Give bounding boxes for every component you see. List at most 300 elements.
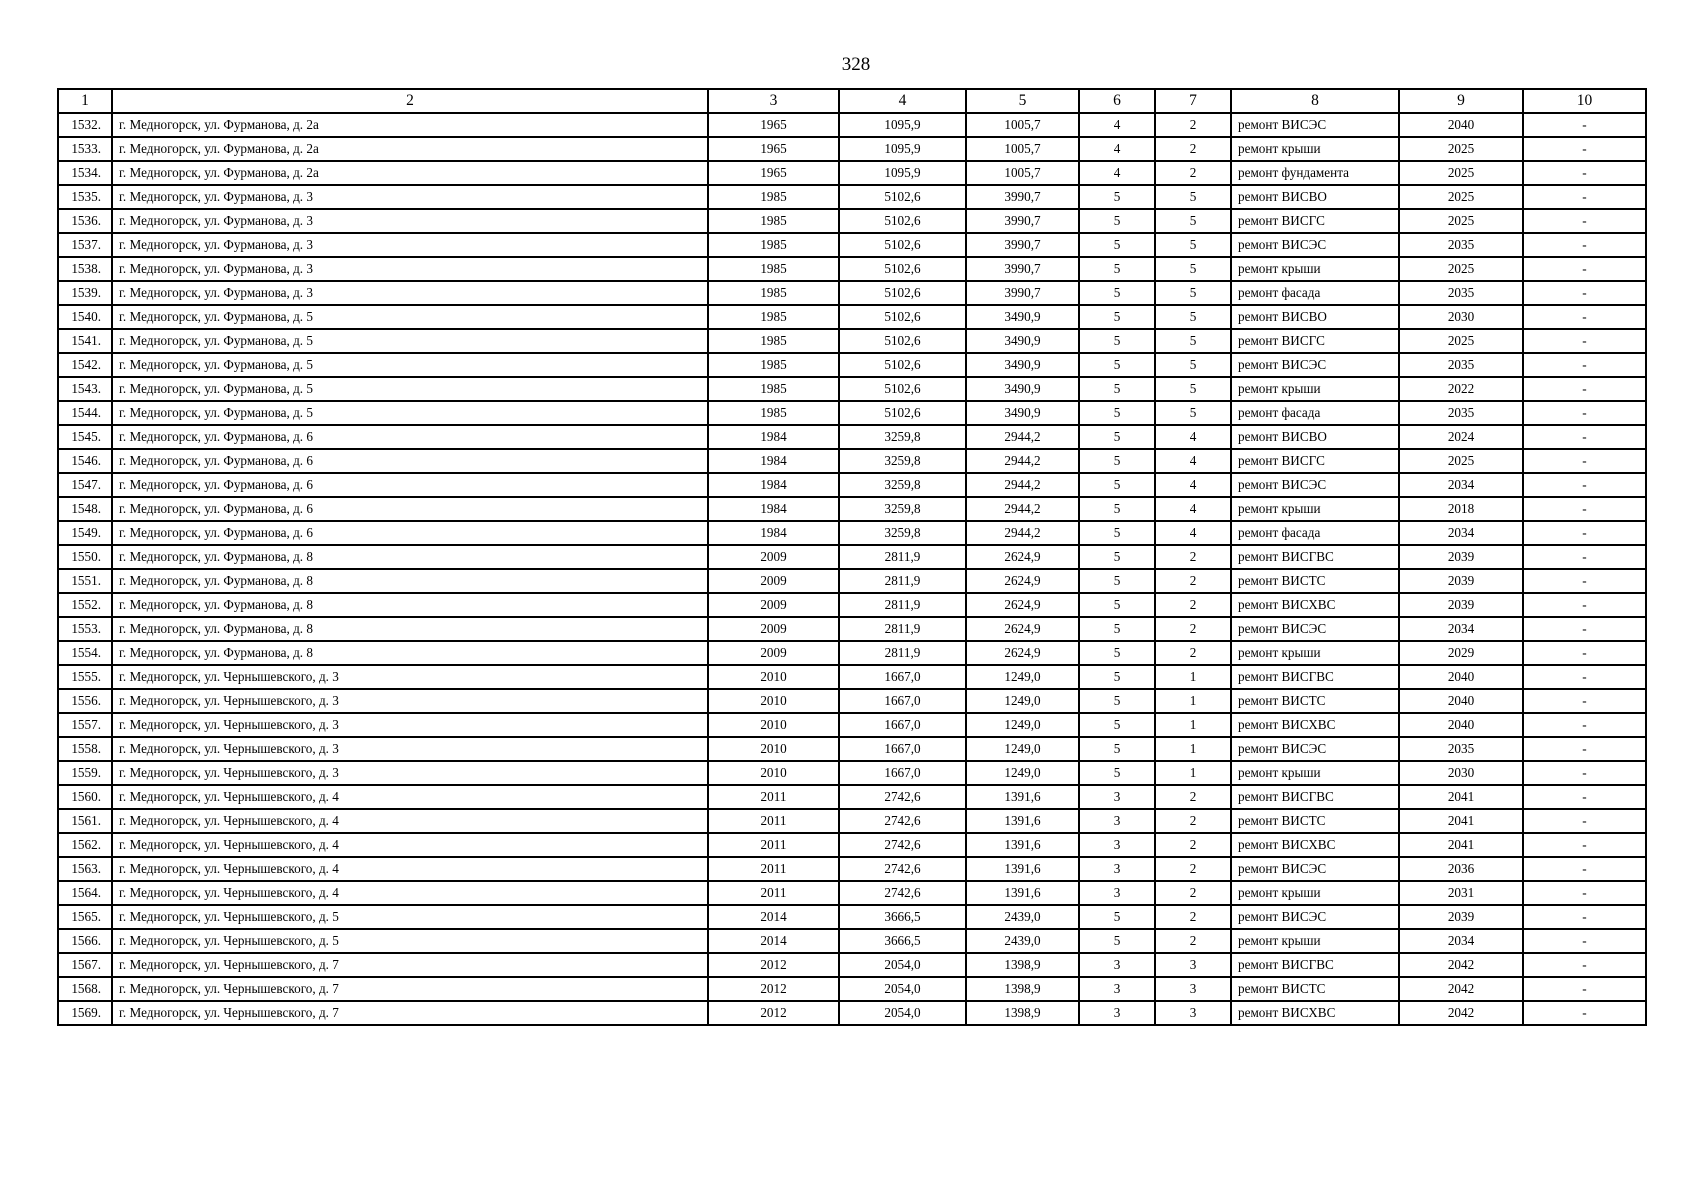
address-cell: г. Медногорск, ул. Чернышевского, д. 3 xyxy=(112,737,708,761)
work-year-cell: 2034 xyxy=(1399,473,1523,497)
total-area-cell: 2054,0 xyxy=(839,953,966,977)
year-cell: 1985 xyxy=(708,305,839,329)
work-year-cell: 2035 xyxy=(1399,353,1523,377)
total-area-cell: 1667,0 xyxy=(839,761,966,785)
work-type-cell: ремонт крыши xyxy=(1231,929,1399,953)
floors-cell: 5 xyxy=(1079,449,1155,473)
total-area-cell: 5102,6 xyxy=(839,281,966,305)
note-cell: - xyxy=(1523,281,1646,305)
table-row xyxy=(58,113,1646,137)
row-number-cell: 1546. xyxy=(58,449,112,473)
work-year-cell: 2025 xyxy=(1399,137,1523,161)
row-number-cell: 1560. xyxy=(58,785,112,809)
entrances-cell: 2 xyxy=(1155,905,1231,929)
floors-cell: 3 xyxy=(1079,785,1155,809)
work-year-cell: 2036 xyxy=(1399,857,1523,881)
total-area-cell: 1095,9 xyxy=(839,161,966,185)
work-type-cell: ремонт ВИСХВС xyxy=(1231,833,1399,857)
year-cell: 1984 xyxy=(708,497,839,521)
living-area-cell: 1005,7 xyxy=(966,161,1079,185)
entrances-cell: 2 xyxy=(1155,641,1231,665)
work-type-cell: ремонт ВИСГВС xyxy=(1231,953,1399,977)
work-year-cell: 2041 xyxy=(1399,785,1523,809)
entrances-cell: 2 xyxy=(1155,929,1231,953)
work-type-cell: ремонт ВИСГС xyxy=(1231,449,1399,473)
page-number: 328 xyxy=(841,54,871,75)
row-number-cell: 1536. xyxy=(58,209,112,233)
note-cell: - xyxy=(1523,977,1646,1001)
work-year-cell: 2025 xyxy=(1399,185,1523,209)
total-area-cell: 3259,8 xyxy=(839,473,966,497)
column-header-6: 6 xyxy=(1079,89,1155,113)
year-cell: 1985 xyxy=(708,257,839,281)
floors-cell: 3 xyxy=(1079,881,1155,905)
address-cell: г. Медногорск, ул. Фурманова, д. 8 xyxy=(112,545,708,569)
year-cell: 1965 xyxy=(708,161,839,185)
row-number-cell: 1562. xyxy=(58,833,112,857)
work-year-cell: 2025 xyxy=(1399,161,1523,185)
entrances-cell: 2 xyxy=(1155,569,1231,593)
column-header-3: 3 xyxy=(708,89,839,113)
living-area-cell: 1249,0 xyxy=(966,689,1079,713)
entrances-cell: 2 xyxy=(1155,545,1231,569)
total-area-cell: 5102,6 xyxy=(839,401,966,425)
work-type-cell: ремонт ВИСТС xyxy=(1231,977,1399,1001)
table-row xyxy=(58,905,1646,929)
floors-cell: 5 xyxy=(1079,377,1155,401)
row-number-cell: 1533. xyxy=(58,137,112,161)
table-row xyxy=(58,233,1646,257)
entrances-cell: 2 xyxy=(1155,785,1231,809)
living-area-cell: 2439,0 xyxy=(966,905,1079,929)
note-cell: - xyxy=(1523,401,1646,425)
address-cell: г. Медногорск, ул. Фурманова, д. 5 xyxy=(112,377,708,401)
living-area-cell: 2944,2 xyxy=(966,497,1079,521)
work-type-cell: ремонт ВИСВО xyxy=(1231,305,1399,329)
table-row xyxy=(58,809,1646,833)
year-cell: 1985 xyxy=(708,401,839,425)
floors-cell: 3 xyxy=(1079,857,1155,881)
work-type-cell: ремонт крыши xyxy=(1231,377,1399,401)
address-cell: г. Медногорск, ул. Чернышевского, д. 4 xyxy=(112,809,708,833)
note-cell: - xyxy=(1523,113,1646,137)
year-cell: 2012 xyxy=(708,1001,839,1025)
work-year-cell: 2042 xyxy=(1399,977,1523,1001)
entrances-cell: 5 xyxy=(1155,233,1231,257)
address-cell: г. Медногорск, ул. Фурманова, д. 5 xyxy=(112,305,708,329)
table-row xyxy=(58,665,1646,689)
entrances-cell: 1 xyxy=(1155,713,1231,737)
work-year-cell: 2034 xyxy=(1399,617,1523,641)
row-number-cell: 1535. xyxy=(58,185,112,209)
note-cell: - xyxy=(1523,953,1646,977)
total-area-cell: 5102,6 xyxy=(839,209,966,233)
table-row xyxy=(58,593,1646,617)
note-cell: - xyxy=(1523,809,1646,833)
floors-cell: 5 xyxy=(1079,353,1155,377)
entrances-cell: 2 xyxy=(1155,137,1231,161)
floors-cell: 5 xyxy=(1079,545,1155,569)
work-year-cell: 2018 xyxy=(1399,497,1523,521)
address-cell: г. Медногорск, ул. Фурманова, д. 2а xyxy=(112,113,708,137)
entrances-cell: 5 xyxy=(1155,185,1231,209)
floors-cell: 5 xyxy=(1079,569,1155,593)
row-number-cell: 1565. xyxy=(58,905,112,929)
entrances-cell: 3 xyxy=(1155,977,1231,1001)
year-cell: 1985 xyxy=(708,329,839,353)
note-cell: - xyxy=(1523,161,1646,185)
work-type-cell: ремонт ВИСЭС xyxy=(1231,113,1399,137)
note-cell: - xyxy=(1523,233,1646,257)
work-type-cell: ремонт ВИСЭС xyxy=(1231,617,1399,641)
living-area-cell: 3490,9 xyxy=(966,305,1079,329)
living-area-cell: 3490,9 xyxy=(966,329,1079,353)
note-cell: - xyxy=(1523,1001,1646,1025)
entrances-cell: 2 xyxy=(1155,809,1231,833)
table-row xyxy=(58,833,1646,857)
floors-cell: 3 xyxy=(1079,953,1155,977)
table-row xyxy=(58,953,1646,977)
header-row xyxy=(58,89,1646,113)
note-cell: - xyxy=(1523,713,1646,737)
work-type-cell: ремонт ВИСГВС xyxy=(1231,665,1399,689)
row-number-cell: 1544. xyxy=(58,401,112,425)
year-cell: 1985 xyxy=(708,233,839,257)
year-cell: 2010 xyxy=(708,737,839,761)
living-area-cell: 3490,9 xyxy=(966,353,1079,377)
row-number-cell: 1534. xyxy=(58,161,112,185)
work-year-cell: 2031 xyxy=(1399,881,1523,905)
work-type-cell: ремонт ВИСГС xyxy=(1231,329,1399,353)
entrances-cell: 4 xyxy=(1155,521,1231,545)
work-type-cell: ремонт фасада xyxy=(1231,521,1399,545)
row-number-cell: 1561. xyxy=(58,809,112,833)
living-area-cell: 1249,0 xyxy=(966,761,1079,785)
total-area-cell: 3666,5 xyxy=(839,905,966,929)
living-area-cell: 1391,6 xyxy=(966,809,1079,833)
work-year-cell: 2039 xyxy=(1399,905,1523,929)
table-row xyxy=(58,761,1646,785)
floors-cell: 5 xyxy=(1079,305,1155,329)
floors-cell: 5 xyxy=(1079,929,1155,953)
floors-cell: 5 xyxy=(1079,737,1155,761)
address-cell: г. Медногорск, ул. Чернышевского, д. 7 xyxy=(112,1001,708,1025)
address-cell: г. Медногорск, ул. Фурманова, д. 2а xyxy=(112,161,708,185)
column-header-2: 2 xyxy=(112,89,708,113)
note-cell: - xyxy=(1523,521,1646,545)
living-area-cell: 1391,6 xyxy=(966,881,1079,905)
floors-cell: 5 xyxy=(1079,329,1155,353)
table-row xyxy=(58,689,1646,713)
total-area-cell: 2054,0 xyxy=(839,1001,966,1025)
living-area-cell: 2624,9 xyxy=(966,593,1079,617)
column-header-8: 8 xyxy=(1231,89,1399,113)
row-number-cell: 1552. xyxy=(58,593,112,617)
address-cell: г. Медногорск, ул. Чернышевского, д. 3 xyxy=(112,689,708,713)
address-cell: г. Медногорск, ул. Фурманова, д. 8 xyxy=(112,593,708,617)
address-cell: г. Медногорск, ул. Чернышевского, д. 3 xyxy=(112,761,708,785)
floors-cell: 5 xyxy=(1079,905,1155,929)
table-body xyxy=(58,113,1646,1025)
floors-cell: 5 xyxy=(1079,185,1155,209)
total-area-cell: 3666,5 xyxy=(839,929,966,953)
note-cell: - xyxy=(1523,305,1646,329)
year-cell: 2010 xyxy=(708,689,839,713)
floors-cell: 5 xyxy=(1079,521,1155,545)
total-area-cell: 5102,6 xyxy=(839,185,966,209)
work-type-cell: ремонт ВИСТС xyxy=(1231,809,1399,833)
floors-cell: 3 xyxy=(1079,1001,1155,1025)
entrances-cell: 2 xyxy=(1155,617,1231,641)
work-type-cell: ремонт крыши xyxy=(1231,497,1399,521)
row-number-cell: 1569. xyxy=(58,1001,112,1025)
table-row xyxy=(58,305,1646,329)
address-cell: г. Медногорск, ул. Фурманова, д. 6 xyxy=(112,425,708,449)
floors-cell: 5 xyxy=(1079,281,1155,305)
work-year-cell: 2040 xyxy=(1399,665,1523,689)
living-area-cell: 3490,9 xyxy=(966,377,1079,401)
note-cell: - xyxy=(1523,449,1646,473)
work-year-cell: 2039 xyxy=(1399,593,1523,617)
total-area-cell: 5102,6 xyxy=(839,305,966,329)
floors-cell: 5 xyxy=(1079,761,1155,785)
column-header-1: 1 xyxy=(58,89,112,113)
entrances-cell: 4 xyxy=(1155,449,1231,473)
total-area-cell: 5102,6 xyxy=(839,377,966,401)
work-year-cell: 2040 xyxy=(1399,713,1523,737)
column-header-9: 9 xyxy=(1399,89,1523,113)
note-cell: - xyxy=(1523,377,1646,401)
floors-cell: 5 xyxy=(1079,641,1155,665)
year-cell: 2009 xyxy=(708,641,839,665)
address-cell: г. Медногорск, ул. Чернышевского, д. 7 xyxy=(112,977,708,1001)
entrances-cell: 5 xyxy=(1155,257,1231,281)
table-row xyxy=(58,521,1646,545)
work-type-cell: ремонт ВИСТС xyxy=(1231,569,1399,593)
entrances-cell: 4 xyxy=(1155,473,1231,497)
year-cell: 1984 xyxy=(708,521,839,545)
year-cell: 1984 xyxy=(708,473,839,497)
table-row xyxy=(58,569,1646,593)
address-cell: г. Медногорск, ул. Фурманова, д. 6 xyxy=(112,449,708,473)
work-year-cell: 2030 xyxy=(1399,761,1523,785)
note-cell: - xyxy=(1523,761,1646,785)
work-type-cell: ремонт ВИСГВС xyxy=(1231,545,1399,569)
table-row xyxy=(58,353,1646,377)
entrances-cell: 1 xyxy=(1155,689,1231,713)
work-year-cell: 2040 xyxy=(1399,689,1523,713)
note-cell: - xyxy=(1523,785,1646,809)
total-area-cell: 2811,9 xyxy=(839,545,966,569)
floors-cell: 5 xyxy=(1079,593,1155,617)
address-cell: г. Медногорск, ул. Фурманова, д. 5 xyxy=(112,329,708,353)
row-number-cell: 1550. xyxy=(58,545,112,569)
entrances-cell: 5 xyxy=(1155,281,1231,305)
work-year-cell: 2039 xyxy=(1399,545,1523,569)
work-type-cell: ремонт ВИСЭС xyxy=(1231,473,1399,497)
floors-cell: 5 xyxy=(1079,689,1155,713)
row-number-cell: 1555. xyxy=(58,665,112,689)
work-type-cell: ремонт крыши xyxy=(1231,761,1399,785)
row-number-cell: 1563. xyxy=(58,857,112,881)
floors-cell: 5 xyxy=(1079,425,1155,449)
entrances-cell: 1 xyxy=(1155,665,1231,689)
note-cell: - xyxy=(1523,617,1646,641)
address-cell: г. Медногорск, ул. Фурманова, д. 2а xyxy=(112,137,708,161)
row-number-cell: 1548. xyxy=(58,497,112,521)
address-cell: г. Медногорск, ул. Фурманова, д. 6 xyxy=(112,521,708,545)
entrances-cell: 3 xyxy=(1155,953,1231,977)
address-cell: г. Медногорск, ул. Чернышевского, д. 3 xyxy=(112,713,708,737)
table-row xyxy=(58,377,1646,401)
living-area-cell: 1005,7 xyxy=(966,137,1079,161)
address-cell: г. Медногорск, ул. Чернышевского, д. 3 xyxy=(112,665,708,689)
floors-cell: 5 xyxy=(1079,497,1155,521)
note-cell: - xyxy=(1523,929,1646,953)
row-number-cell: 1542. xyxy=(58,353,112,377)
row-number-cell: 1559. xyxy=(58,761,112,785)
work-type-cell: ремонт крыши xyxy=(1231,137,1399,161)
year-cell: 1984 xyxy=(708,425,839,449)
total-area-cell: 1095,9 xyxy=(839,113,966,137)
year-cell: 2010 xyxy=(708,665,839,689)
note-cell: - xyxy=(1523,545,1646,569)
total-area-cell: 5102,6 xyxy=(839,233,966,257)
note-cell: - xyxy=(1523,665,1646,689)
row-number-cell: 1564. xyxy=(58,881,112,905)
address-cell: г. Медногорск, ул. Фурманова, д. 8 xyxy=(112,569,708,593)
table-row xyxy=(58,257,1646,281)
work-type-cell: ремонт ВИСГВС xyxy=(1231,785,1399,809)
table-row xyxy=(58,209,1646,233)
row-number-cell: 1541. xyxy=(58,329,112,353)
note-cell: - xyxy=(1523,185,1646,209)
row-number-cell: 1549. xyxy=(58,521,112,545)
address-cell: г. Медногорск, ул. Фурманова, д. 8 xyxy=(112,641,708,665)
living-area-cell: 2624,9 xyxy=(966,545,1079,569)
year-cell: 1984 xyxy=(708,449,839,473)
table-row xyxy=(58,161,1646,185)
address-cell: г. Медногорск, ул. Фурманова, д. 3 xyxy=(112,185,708,209)
work-type-cell: ремонт ВИСХВС xyxy=(1231,593,1399,617)
note-cell: - xyxy=(1523,209,1646,233)
year-cell: 1985 xyxy=(708,281,839,305)
entrances-cell: 3 xyxy=(1155,1001,1231,1025)
living-area-cell: 1398,9 xyxy=(966,1001,1079,1025)
year-cell: 1985 xyxy=(708,353,839,377)
work-type-cell: ремонт ВИСВО xyxy=(1231,425,1399,449)
column-header-5: 5 xyxy=(966,89,1079,113)
table-row xyxy=(58,281,1646,305)
table-row xyxy=(58,977,1646,1001)
work-year-cell: 2030 xyxy=(1399,305,1523,329)
entrances-cell: 5 xyxy=(1155,377,1231,401)
note-cell: - xyxy=(1523,689,1646,713)
data-table xyxy=(57,88,1647,1026)
total-area-cell: 1667,0 xyxy=(839,713,966,737)
floors-cell: 4 xyxy=(1079,113,1155,137)
work-type-cell: ремонт фасада xyxy=(1231,401,1399,425)
address-cell: г. Медногорск, ул. Чернышевского, д. 4 xyxy=(112,785,708,809)
entrances-cell: 2 xyxy=(1155,857,1231,881)
table-row xyxy=(58,137,1646,161)
row-number-cell: 1566. xyxy=(58,929,112,953)
year-cell: 2011 xyxy=(708,809,839,833)
row-number-cell: 1554. xyxy=(58,641,112,665)
floors-cell: 5 xyxy=(1079,617,1155,641)
work-type-cell: ремонт ВИСХВС xyxy=(1231,713,1399,737)
work-type-cell: ремонт ВИСТС xyxy=(1231,689,1399,713)
work-year-cell: 2029 xyxy=(1399,641,1523,665)
year-cell: 2014 xyxy=(708,929,839,953)
total-area-cell: 3259,8 xyxy=(839,497,966,521)
living-area-cell: 3990,7 xyxy=(966,281,1079,305)
total-area-cell: 2742,6 xyxy=(839,857,966,881)
year-cell: 1985 xyxy=(708,377,839,401)
note-cell: - xyxy=(1523,881,1646,905)
address-cell: г. Медногорск, ул. Фурманова, д. 6 xyxy=(112,473,708,497)
living-area-cell: 2624,9 xyxy=(966,617,1079,641)
living-area-cell: 1249,0 xyxy=(966,737,1079,761)
year-cell: 2011 xyxy=(708,785,839,809)
work-year-cell: 2041 xyxy=(1399,809,1523,833)
table-row xyxy=(58,929,1646,953)
work-year-cell: 2035 xyxy=(1399,233,1523,257)
note-cell: - xyxy=(1523,857,1646,881)
work-type-cell: ремонт крыши xyxy=(1231,257,1399,281)
column-header-7: 7 xyxy=(1155,89,1231,113)
column-header-10: 10 xyxy=(1523,89,1646,113)
table-row xyxy=(58,881,1646,905)
row-number-cell: 1557. xyxy=(58,713,112,737)
entrances-cell: 5 xyxy=(1155,209,1231,233)
floors-cell: 3 xyxy=(1079,833,1155,857)
living-area-cell: 1391,6 xyxy=(966,785,1079,809)
total-area-cell: 3259,8 xyxy=(839,521,966,545)
note-cell: - xyxy=(1523,833,1646,857)
year-cell: 2011 xyxy=(708,857,839,881)
address-cell: г. Медногорск, ул. Чернышевского, д. 4 xyxy=(112,857,708,881)
floors-cell: 3 xyxy=(1079,977,1155,1001)
row-number-cell: 1551. xyxy=(58,569,112,593)
note-cell: - xyxy=(1523,737,1646,761)
table-row xyxy=(58,329,1646,353)
table-row xyxy=(58,1001,1646,1025)
row-number-cell: 1568. xyxy=(58,977,112,1001)
living-area-cell: 1005,7 xyxy=(966,113,1079,137)
year-cell: 2009 xyxy=(708,593,839,617)
entrances-cell: 5 xyxy=(1155,305,1231,329)
work-type-cell: ремонт ВИСЭС xyxy=(1231,353,1399,377)
living-area-cell: 3990,7 xyxy=(966,257,1079,281)
address-cell: г. Медногорск, ул. Фурманова, д. 3 xyxy=(112,233,708,257)
work-year-cell: 2041 xyxy=(1399,833,1523,857)
living-area-cell: 2624,9 xyxy=(966,641,1079,665)
work-type-cell: ремонт крыши xyxy=(1231,881,1399,905)
row-number-cell: 1537. xyxy=(58,233,112,257)
year-cell: 1985 xyxy=(708,209,839,233)
total-area-cell: 5102,6 xyxy=(839,329,966,353)
address-cell: г. Медногорск, ул. Фурманова, д. 3 xyxy=(112,281,708,305)
work-type-cell: ремонт ВИСЭС xyxy=(1231,737,1399,761)
work-year-cell: 2025 xyxy=(1399,257,1523,281)
entrances-cell: 5 xyxy=(1155,401,1231,425)
work-year-cell: 2034 xyxy=(1399,929,1523,953)
year-cell: 1985 xyxy=(708,185,839,209)
total-area-cell: 1667,0 xyxy=(839,689,966,713)
note-cell: - xyxy=(1523,641,1646,665)
row-number-cell: 1567. xyxy=(58,953,112,977)
